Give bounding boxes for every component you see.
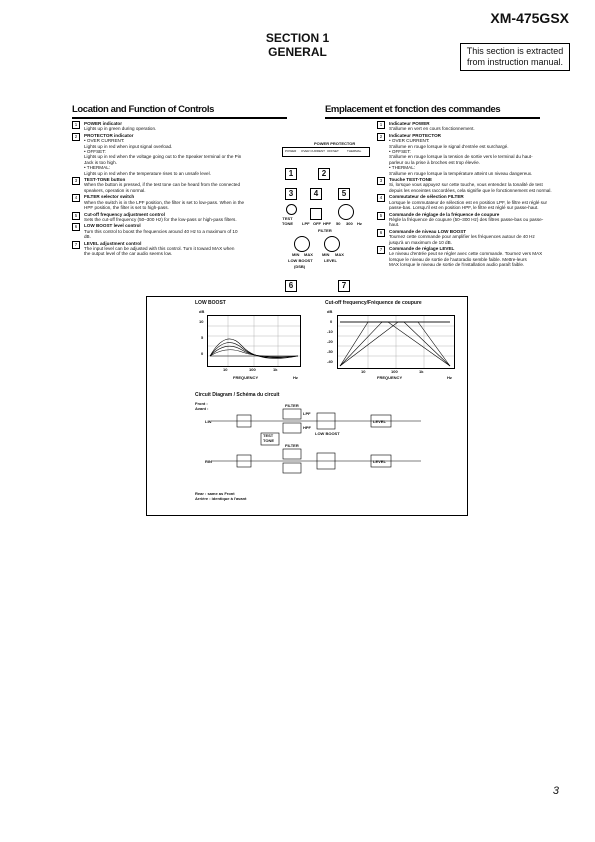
indicator-offset: OFFSET [327,149,339,153]
cutoff-curves [338,316,454,368]
right-item-6 [377,229,552,245]
circuit-front: Front : [195,401,208,406]
level-max: MAX [335,252,344,257]
item-number: 3 [377,177,385,185]
item-line: S'allume en vert en cours fonctionnement. [389,126,475,132]
cutoff-50: 50 [336,221,341,226]
panel-top-label: POWER PROTECTOR [314,141,356,146]
low-boost-knob[interactable] [294,236,310,252]
co-hz-label: Hz [447,375,452,380]
item-title: Commande de réglage LEVEL [389,245,455,251]
item-line: • OVER CURRENT: [84,138,125,144]
section-title: GENERAL [268,45,327,59]
callout-1: 1 [285,168,297,180]
co-ytick-0: 0 [330,319,333,324]
lb-hz-label: Hz [293,375,298,380]
left-item-6 [72,223,292,239]
item-body [84,121,156,132]
lb-ytick-2: 0 [201,351,204,356]
right-item-4 [377,194,552,210]
cutoff-graph [337,315,455,369]
item-title: TEST-TONE button [84,177,126,183]
lb-min: MIN [292,252,300,257]
item-body [389,177,552,193]
item-number: 6 [72,223,80,231]
co-xtick-0: 10 [361,369,366,374]
item-number: 1 [377,121,385,129]
item-line: passe-bas. Lorsqu'il est en position HPF, le filtre est réglé sur passe-haut. [389,205,539,211]
page-number: 3 [552,785,559,797]
item-line: lorsque le niveau de sortie de l'autoradio semble faible. Mettre-leurs [389,256,527,262]
filter-switch[interactable] [310,208,322,220]
indicator-power: POWER [285,149,297,153]
item-line: Si, lorsque vous appuyez sur cette touche, vous entendez la tonalité de test [389,182,543,188]
item-title: POWER indicator [84,121,123,126]
item-line: S'allume en rouge lorsque la tension de sortie vers le terminal du haut- [389,154,533,160]
filter-lpf: LPF [302,221,310,226]
co-ytick-2: -20 [327,339,333,344]
co-xtick-1: 100 [391,369,398,374]
filter-hpf: HPF [323,221,331,226]
lb-freq-label: FREQUENCY [233,375,259,380]
model-number: XM-475GSX [490,10,569,26]
item-line: When the switch is in the LPF position, the filter is set to low-pass. When in the [84,199,245,205]
item-line: jusqu'à un maximum de 10 dB. [389,239,452,245]
item-line: Lights up in red when the voltage going out to the Speaker terminal or the Pin [84,154,242,160]
callout-3: 3 [285,188,297,200]
right-item-2 [377,133,552,176]
circuit-lpf: LPF [303,411,311,416]
item-title: LOW BOOST level control [84,223,141,229]
item-line: Tournez cette commande pour amplifier les fréquences autour de 40 Hz [389,234,535,240]
section-number: SECTION 1 [265,31,330,45]
item-line: • THERMAL: [389,165,416,171]
level-label: LEVEL [324,258,337,263]
item-title: Commutateur de sélection FILTER [389,194,464,200]
indicator-over-current: OVER CURRENT [301,149,326,153]
item-body [389,229,535,245]
left-item-1 [72,121,292,132]
left-item-3 [72,177,292,193]
co-xtick-2: 1k [419,369,424,374]
item-body [84,223,238,239]
callout-4: 4 [310,188,322,200]
item-line: S'allume en rouge lorsque la température atteint un niveau dangereux. [389,170,533,176]
item-body [84,194,244,210]
cutoff-knob[interactable] [338,204,354,220]
indicator-strip [282,147,370,157]
item-body [84,133,241,176]
right-item-1 [377,121,552,132]
circuit-level-top: LEVEL [373,419,386,424]
lb-max: MAX [304,252,313,257]
item-number: 5 [72,212,80,220]
cutoff-graph-title: Cut-off frequency/Fréquence de coupure [325,300,422,306]
callout-5: 5 [338,188,350,200]
item-line: parleur ou la prise à broches est trop élevée. [389,159,480,165]
figure-box [146,296,468,516]
callout-7: 7 [338,280,350,292]
left-item-4 [72,194,292,210]
item-line: Jack is too high. [84,159,117,165]
item-number: 3 [72,177,80,185]
callout-2: 2 [318,168,330,180]
item-line: the output level of the car audio seems low. [84,251,173,257]
left-heading-rule [72,117,287,119]
filter-label: FILTER [318,228,332,233]
item-title: LEVEL adjustment control [84,240,142,246]
item-line: Sets the cut-off frequency (50–300 Hz) for the low-pass or high-pass filters. [84,216,237,222]
left-item-2 [72,133,292,176]
item-body [389,212,552,228]
circuit-rin: RIN [205,459,212,464]
item-title: Touche TEST-TONE [389,177,432,183]
extract-note: This section is extracted from instruction manual. [460,43,570,71]
circuit-filter-bottom: FILTER [285,443,299,448]
item-line: • OFFSET: [389,149,411,155]
item-body [389,133,533,176]
circuit-test-tone: TEST TONE [263,433,275,443]
item-title: Cut-off frequency adjustment control [84,211,165,217]
low-boost-graph-title: LOW BOOST [195,300,226,306]
level-knob[interactable] [324,236,340,252]
item-number: 2 [377,133,385,141]
item-body [389,121,475,132]
circuit-avant: Avant : [195,406,209,411]
lb-db-label: dB [199,309,205,314]
circuit-level-bottom: LEVEL [373,459,386,464]
item-line: Lights up in red when input signal overload. [84,143,173,149]
lb-xtick-1: 100 [249,367,256,372]
circuit-hpf: HPF [303,425,311,430]
co-freq-label: FREQUENCY [377,375,403,380]
indicator-thermal: THERMAL [347,149,362,153]
right-heading-rule [325,117,540,119]
test-tone-button[interactable] [286,204,297,215]
cutoff-300: 300 [346,221,353,226]
item-line: • OVER CURRENT: [389,138,430,144]
item-line: Règle la fréquence de coupure (50–300 Hz) des filtres passe-bas ou passe-haut. [389,216,544,228]
left-item-5 [72,212,292,223]
co-db-label: dB [327,309,333,314]
item-line: depuis les enceintes raccordées, cela signifie que le fonctionnement est normal. [389,187,552,193]
item-line: Lights up in red when the temperature rises to an unsafe level. [84,170,211,176]
item-line: • OFFSET: [84,149,106,155]
lb-ytick-0: 10 [199,319,204,324]
circuit-arriere: Arrière : identique à l'avant [195,496,247,501]
item-body [389,194,547,210]
item-title: PROTECTOR indicator [84,132,134,138]
circuit-lin: LIN [205,419,212,424]
left-items [72,121,292,258]
right-items [377,121,552,269]
item-body [84,212,237,223]
item-title: Indicateur PROTECTOR [389,132,441,138]
item-number: 6 [377,229,385,237]
test-tone-label: TEST TONE [282,216,294,226]
co-ytick-1: -10 [327,329,333,334]
right-item-3 [377,177,552,193]
item-number: 7 [377,246,385,254]
item-title: Commande de niveau LOW BOOST [389,228,467,234]
item-body [84,241,234,257]
left-heading: Location and Function of Controls [72,104,214,115]
low-boost-curves [208,316,300,366]
lb-xtick-0: 10 [223,367,228,372]
item-line: MAX lorsque le niveau de sortie de l'installation audio paraît faible. [389,262,525,268]
low-boost-label: LOW BOOST [288,258,313,263]
circuit-filter-top: FILTER [285,403,299,408]
item-line: • THERMAL: [84,165,111,171]
item-body [84,177,240,193]
item-title: FILTER selector switch [84,194,135,200]
item-number: 4 [377,194,385,202]
lb-ytick-1: 5 [201,335,204,340]
item-number: 1 [72,121,80,129]
item-line: HPF position, the filter is set to high-pass. [84,205,169,211]
circuit-rear: Rear : same as Front [195,491,235,496]
circuit-diagram [191,401,431,485]
item-number: 5 [377,212,385,220]
callout-6: 6 [285,280,297,292]
item-line: When the button is pressed, if the test tone can be heard from the connected [84,182,241,188]
item-number: 2 [72,133,80,141]
item-line: Turn this control to boost the frequencies around 40 Hz to a maximum of 10 [84,228,238,234]
item-line: speakers, operation is normal. [84,187,146,193]
level-min: MIN [322,252,330,257]
item-number: 4 [72,194,80,202]
item-line: Lights up in green during operation. [84,126,157,132]
item-title: Indicateur POWER [389,121,430,126]
item-number: 7 [72,241,80,249]
item-line: dB. [84,234,91,240]
lb-xtick-2: 1k [273,367,278,372]
cutoff-hz: Hz [357,221,362,226]
filter-off: OFF [313,221,321,226]
right-item-7 [377,246,552,268]
item-line: S'allume en rouge lorsque le signal d'entrée est surchargé. [389,143,509,149]
co-ytick-4: -40 [327,359,333,364]
item-body [389,246,542,268]
right-item-5 [377,212,552,228]
item-line: Lorsque le commutateur de sélection est en position LPF, le filtre est réglé sur [389,199,548,205]
low-boost-db: (DSB) [294,264,306,269]
low-boost-graph [207,315,301,367]
circuit-title: Circuit Diagram / Schéma du circuit [195,392,280,398]
co-ytick-3: -30 [327,349,333,354]
circuit-low-boost: LOW BOOST [315,431,340,436]
item-title: Commande de réglage de la fréquence de coupure [389,211,500,217]
right-heading: Emplacement et fonction des commandes [325,104,501,115]
left-item-7 [72,241,292,257]
item-line: Le niveau d'entrée peut se régler avec cette commande. Tournez vers MAX [389,251,543,257]
item-line: The input level can be adjusted with this control. Turn it toward MAX when [84,245,235,251]
